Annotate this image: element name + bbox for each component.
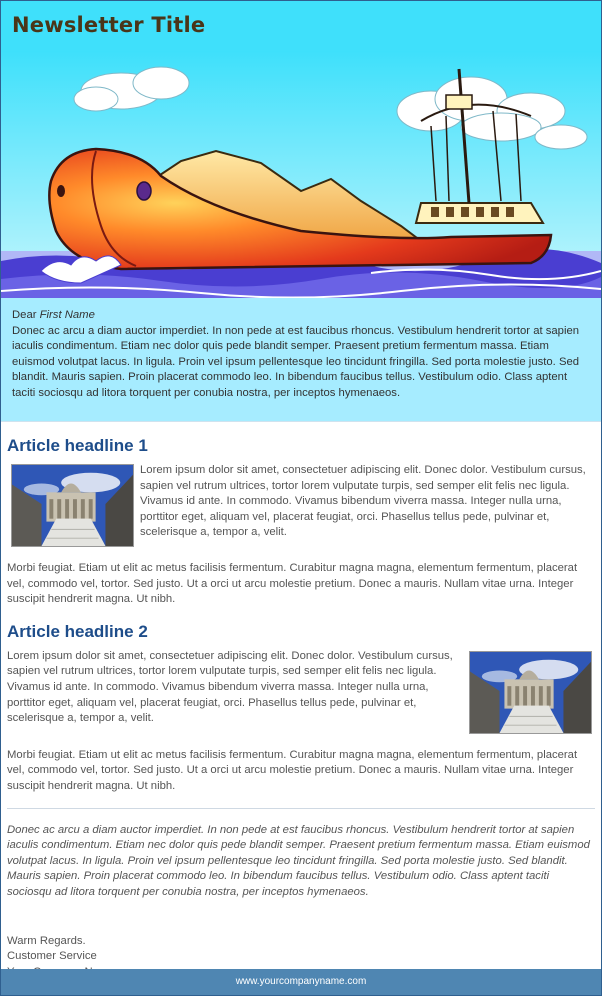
article-paragraph: Lorem ipsum dolor sit amet, consectetuer adipiscing elit. Donec dolor. Vestibulum cursus, sapien vel rutrum ultrices, tortor lorem vulputate turpis, sed semper elit felis nec ligula. Vivamus id ante. In commodo. Vivamus bibendum viverra massa. Integer nulla urna, porttitor eget, aliquam vel, placerat feugiat, orci. Phasellus tellus pede, pulvinar et, scelerisque a, tempor a, velit. bbox=[140, 464, 586, 539]
signoff-department: Customer Service bbox=[7, 950, 97, 963]
footer-website-link[interactable]: www.yourcompanyname.com bbox=[235, 976, 367, 987]
article-thumbnail-image bbox=[11, 464, 134, 547]
article-headline: Article headline 2 bbox=[7, 621, 148, 641]
article-1 bbox=[1, 422, 601, 608]
article-paragraph: Lorem ipsum dolor sit amet, consectetuer adipiscing elit. Donec dolor. Vestibulum cursus, sapien vel rutrum ultrices, tortor lorem vulputate turpis, sed semper elit felis nec ligula. Vivamus id ante. In commodo. Vivamus bibendum viverra massa. Integer nulla urna, porttitor eget, aliquam vel, placerat feugiat, orci. Phasellus tellus pede, pulvinar et, scelerisque a, tempor a, velit. bbox=[7, 649, 453, 725]
article-paragraph: Morbi feugiat. Etiam ut elit ac metus facilisis fermentum. Curabitur magna magna, elementum fermentum, placerat vel, commodo vel, tortor. Sed justo. Ut a orci ut arcu molestie pretium. Donec a mauris. Nullam vitae urna. Integer suscipit hendrerit magna. Ut nibh. bbox=[7, 562, 578, 606]
hero-ship-image bbox=[1, 51, 601, 298]
article-2 bbox=[1, 608, 601, 809]
greeting bbox=[12, 308, 591, 324]
recipient-name: First Name bbox=[39, 309, 95, 321]
article-paragraph: Morbi feugiat. Etiam ut elit ac metus facilisis fermentum. Curabitur magna magna, elementum fermentum, placerat vel, commodo vel, tortor. Sed justo. Ut a orci ut arcu molestie pretium. Donec a mauris. Nullam vitae urna. Integer suscipit hendrerit magna. Ut nibh. bbox=[7, 748, 578, 792]
intro-body: Donec ac arcu a diam auctor imperdiet. In non pede at est faucibus rhoncus. Vestibulum hendrerit tortor at sapien iaculis condimentum. Etiam nec dolor quis pede blandit semper. Praesent pretium fermentum massa. Etiam euismod volutpat lacus. In ligula. Proin vel ipsum pellentesque leo tincidunt fringilla. Sed porta molestie justo. Sed blandit. Mauris sapien. Proin placerat commodo leo. In bibendum faucibus tellus. Vestibulum odio. Class aptent taciti sociosqu ad litora torquent per conubia nostra, per inceptos hymenaeos. bbox=[12, 324, 580, 399]
intro-section bbox=[1, 298, 601, 422]
greeting-prefix: Dear bbox=[12, 309, 40, 321]
newsletter-header bbox=[1, 1, 601, 51]
footer bbox=[1, 969, 601, 995]
closing-paragraph: Donec ac arcu a diam auctor imperdiet. In non pede at est faucibus rhoncus. Vestibulum hendrerit tortor at sapien iaculis condimentum. Etiam nec dolor quis pede blandit semper. Praesent pretium fermentum massa. Etiam euismod volutpat lacus. In ligula. Proin vel ipsum pellentesque leo tincidunt fringilla. Sed porta molestie justo. Sed blandit. Mauris sapien. Proin placerat commodo leo. In bibendum faucibus tellus. Vestibulum odio. Class aptent taciti sociosqu ad litora torquent per conubia nostra, per inceptos hymenaeos. bbox=[7, 823, 590, 898]
article-headline: Article headline 1 bbox=[7, 436, 148, 455]
signoff-regards: Warm Regards. bbox=[7, 934, 86, 947]
closing-section bbox=[1, 809, 601, 901]
newsletter-title: Newsletter Title bbox=[12, 13, 206, 37]
article-thumbnail-image bbox=[469, 651, 592, 734]
